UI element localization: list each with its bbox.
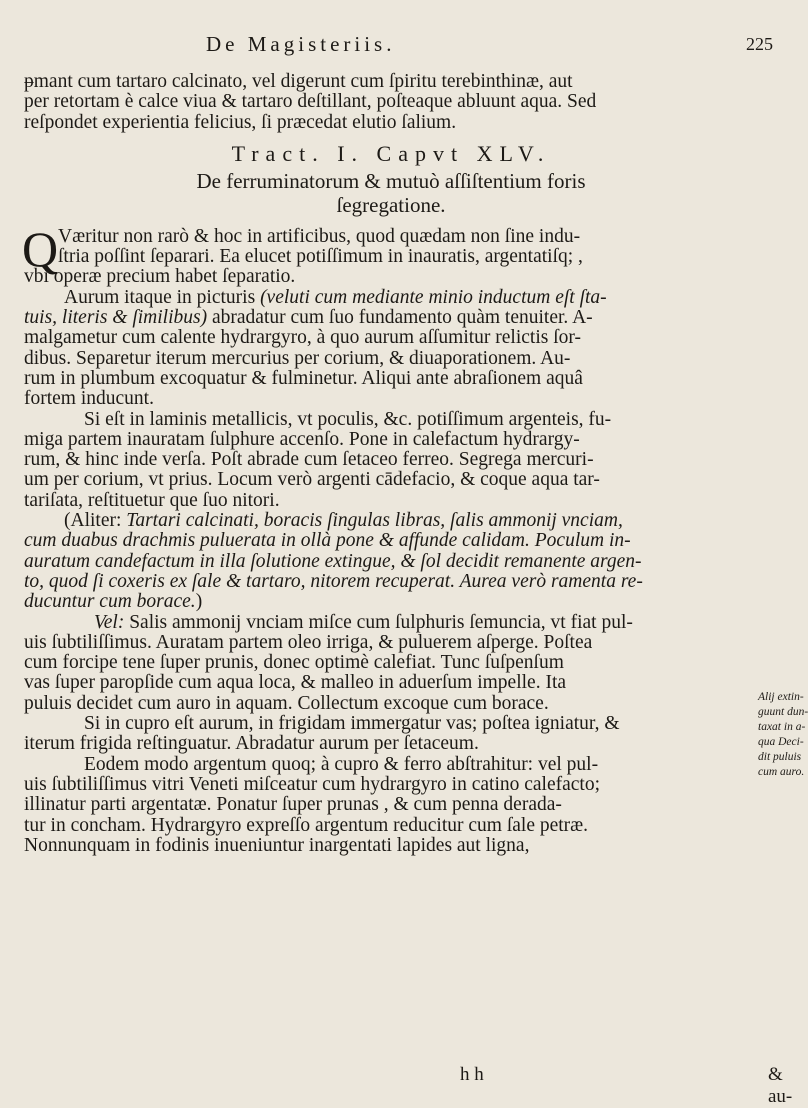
chapter-heading (24, 139, 758, 217)
paragraph-1 (22, 220, 758, 288)
text-line: ᵽmant cum tartaro calcinato, vel digerunt cum ſpiritu terebinthinæ, aut (24, 71, 573, 92)
text-line: to, quod ſi coxeris ex ſale & tartaro, nitorem recuperat. Aurea verò ramenta re- (24, 570, 643, 592)
text-line: rum in plumbum excoquatur & fulminetur. Aliqui ante abraſionem aquâ (24, 367, 583, 389)
text-line: per retortam è calce viua & tartaro deſtillant, poſteaque abluunt aqua. Sed (24, 91, 597, 113)
text-line: (Aliter: Tartari calcinati, boracis ſingulas libras, ſalis ammonij vnciam, (64, 510, 623, 532)
text-line: cum forcipe tene ſuper prunis, donec optimè calefiat. Tunc ſuſpenſum (24, 652, 564, 674)
text-line: Væritur non rarò & hoc in artificibus, quod quædam non ſine indu- (58, 225, 581, 247)
text-line: puluis decidet cum auro in aquam. Collectum excoque cum borace. (24, 692, 549, 714)
text-line: dibus. Separetur iterum mercurius per corium, & diuaporationem. Au- (24, 347, 571, 369)
text-line: um per corium, vt prius. Locum verò argenti cādefacio, & coque aqua tar- (24, 469, 600, 491)
paragraph-4 (24, 511, 758, 612)
paragraph-3 (24, 410, 758, 511)
text-line: tariſata, reſtituetur que ſuo nitori. (24, 489, 280, 511)
text-line: malgametur cum calente hydrargyro, à quo aurum aſſumitur relictis ſor- (24, 327, 581, 349)
text-line: uis ſubtiliſſimus vitri Veneti miſceatur cum hydrargyro in catino calefacto; (24, 773, 601, 795)
chapter-title-line: ſegregatione. (336, 192, 446, 217)
drop-capital: Q (22, 220, 59, 277)
margin-note-line: dit puluis (758, 751, 802, 763)
text-line: Aurum itaque in picturis (veluti cum mediante minio inductum eſt ſta- (64, 286, 607, 308)
text-line: illinatur parti argentatæ. Ponatur ſuper prunas , & cum penna derada- (24, 794, 562, 816)
text-line: Si eſt in laminis metallicis, vt poculis, &c. potiſſimum argenteis, fu- (84, 408, 612, 430)
running-head (0, 32, 800, 62)
margin-note-line: qua Deci- (758, 736, 804, 748)
text-line: auratum candefactum in illa ſolutione extingue, & ſol decidit remanente argen- (24, 550, 642, 572)
text-line: ſtria poſſint ſeparari. Ea elucet potiſſimum in inauratis, argentatiſq; , (58, 246, 583, 268)
text-line: fortem inducunt. (24, 388, 154, 410)
text-line: Nonnunquam in fodinis inueniuntur inargentati lapides aut ligna, (24, 834, 530, 856)
running-title: De Magisteriis. (206, 32, 396, 56)
text-line: tur in concham. Hydrargyro expreſſo argentum reducitur cum ſale petræ. (24, 814, 589, 836)
text-line: reſpondet experientia felicius, ſi præcedat elutio ſalium. (24, 111, 457, 133)
margin-note (758, 690, 808, 780)
catchword: & au- (768, 1064, 793, 1107)
signature-mark: h h (460, 1064, 484, 1085)
text-line: iterum frigida reſtinguatur. Abradatur aurum per ſetaceum. (24, 733, 479, 755)
margin-note-line: Alij extin- (758, 691, 804, 703)
text-line: vbi operæ precium habet ſeparatio. (24, 266, 296, 288)
paragraph-7 (24, 755, 758, 856)
page-number: 225 (746, 34, 773, 54)
margin-note-line: guunt dun- (758, 706, 808, 718)
text-line: Eodem modo argentum quoq; à cupro & ferro abſtrahitur: vel pul- (84, 753, 599, 775)
text-line: ducuntur cum borace.) (24, 591, 203, 613)
tract-heading: Tract. I. Capvt XLV. (231, 140, 551, 166)
text-line: rum, & hinc inde verſa. Poſt abrade cum ſetaceo ferreo. Segrega mercuri- (24, 449, 594, 471)
paragraph-2 (24, 288, 758, 410)
chapter-title-line: De ferruminatorum & mutuò aſſiſtentium foris (196, 168, 586, 193)
text-line: cum duabus drachmis pulueratа in ollà pone & affunde calidam. Poculum in- (24, 530, 631, 552)
text-line: tuis, literis & ſimilibus) abradatur cum ſuo fundamento quàm tenuiter. A- (24, 307, 593, 329)
margin-note-line: taxat in a- (758, 721, 806, 733)
margin-note-line: cum auro. (758, 766, 805, 778)
paragraph-6 (24, 714, 758, 755)
text-line: Vel: Salis ammonij vnciam miſce cum ſulphuris ſemuncia, vt fiat pul- (94, 611, 633, 633)
paragraph-5 (24, 613, 758, 714)
text-line: uis ſubtiliſſimus. Auratam partem oleo irriga, & puluerem aſperge. Poſtea (24, 631, 593, 653)
body-text (24, 72, 758, 856)
text-line: miga partem inauratam ſulphure accenſo. Pone in calefactum hydrargy- (24, 428, 580, 450)
text-line: Si in cupro eſt aurum, in frigidam immergatur vas; poſtea igniatur, & (84, 713, 620, 735)
text-line: vas ſuper paropſide cum aqua loca, & malleo in aduerſum impelle. Ita (24, 672, 567, 694)
